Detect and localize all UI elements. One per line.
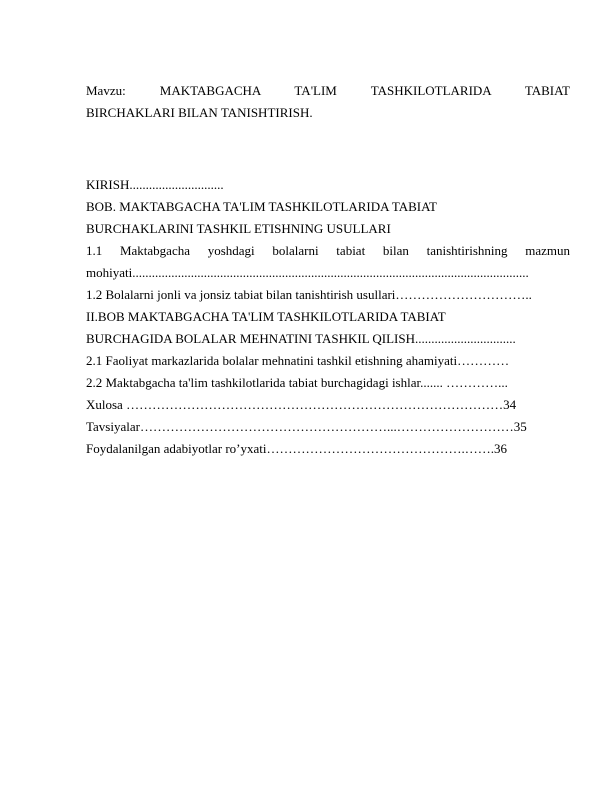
title-line-2: BIRCHAKLARI BILAN TANISHTIRISH.: [86, 105, 313, 120]
toc-item-2-2: 2.2 Maktabgacha ta'lim tashkilotlarida tabiat burchagidagi ishlar....... …………...: [86, 375, 508, 390]
toc-adabiyotlar: Foydalanilgan adabiyotlar ro’yxati……………………………………….…….36: [86, 441, 508, 456]
document-title: [86, 80, 570, 124]
toc-tavsiyalar: Tavsiyalar…………………………………………………...………………………35: [86, 419, 527, 434]
toc-item-1-1-line1: 1.1 Maktabgacha yoshdagi bolalarni tabiat bilan tanishtirishning mazmun: [86, 243, 570, 258]
table-of-contents: [86, 174, 570, 460]
toc-xulosa: Xulosa ……………………………………………………………………………34: [86, 397, 517, 412]
toc-item-2-1: 2.1 Faoliyat markazlarida bolalar mehnatini tashkil etishning ahamiyati…………: [86, 353, 510, 368]
toc-bob2-line2: BURCHAGIDA BOLALAR MEHNATINI TASHKIL QILISH...............................: [86, 331, 516, 346]
toc-bob2-line1: II.BOB MAKTABGACHA TA'LIM TASHKILOTLARIDA TABIAT: [86, 309, 446, 324]
toc-bob1-line1: BOB. MAKTABGACHA TA'LIM TASHKILOTLARIDA TABIAT: [86, 199, 437, 214]
toc-item-1-2: 1.2 Bolalarni jonli va jonsiz tabiat bilan tanishtirish usullari…………………………..: [86, 287, 532, 302]
toc-kirish: KIRISH.............................: [86, 177, 224, 192]
document-page: [86, 80, 570, 460]
title-line-1: Mavzu: MAKTABGACHA TA'LIM TASHKILOTLARIDA TABIAT: [86, 83, 570, 98]
toc-item-1-1-line2: mohiyati..........................................................................................................................: [86, 265, 529, 280]
toc-bob1-line2: BURCHAKLARINI TASHKIL ETISHNING USULLARI: [86, 221, 391, 236]
